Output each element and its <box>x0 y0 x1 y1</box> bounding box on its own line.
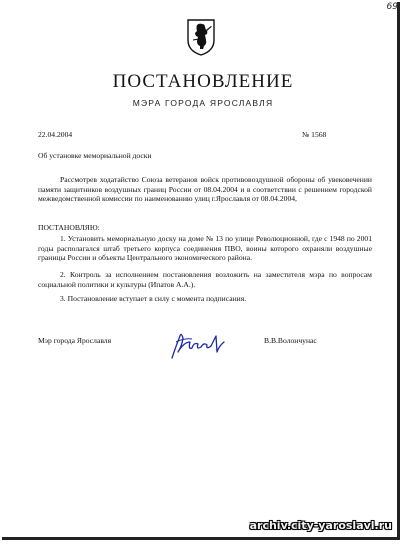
document-number: № 1568 <box>302 130 327 139</box>
handwritten-signature <box>168 328 230 362</box>
signature-position: Мэр города Ярославля <box>38 336 112 345</box>
archive-watermark: archiv.city-yaroslavl.ru <box>249 519 392 532</box>
document-date: 22.04.2004 <box>38 130 73 139</box>
document-title: ПОСТАНОВЛЕНИЕ <box>112 71 294 92</box>
item-2-paragraph: 2. Контроль за исполнением постановления возложить на заместителя мэра по вопросам социальной политики и культуры (Ипатов А.А.). <box>38 270 372 289</box>
resolve-heading: ПОСТАНОВЛЯЮ: <box>38 223 100 232</box>
archive-page-number: 69 <box>386 2 398 12</box>
item-3-paragraph: 3. Постановление вступает в силу с момента подписания. <box>60 294 247 303</box>
preamble-paragraph: Рассмотрев ходатайство Союза ветеранов войск противовоздушной обороны об увековечении памяти защитников воздушных границ России от 08.04.2004 и в соответствии с решением городской межведомственной комиссии по наименованию улиц г.Ярославля от 08.04.2004, <box>38 175 372 204</box>
signatory-name: В.В.Волончунас <box>264 336 317 345</box>
document-subject: Об установке мемориальной доски <box>38 151 152 160</box>
yaroslavl-bear-emblem-icon <box>186 18 216 56</box>
document-subtitle: МЭРА ГОРОДА ЯРОСЛАВЛЯ <box>132 98 274 108</box>
item-1-paragraph: 1. Установить мемориальную доску на доме № 13 по улице Революционной, где с 1948 по 2001 годы располагался штаб третьего корпуса соединения ПВО, воины которого охраняли воздушные границы России и объекты Центрального экономического района. <box>38 234 372 263</box>
